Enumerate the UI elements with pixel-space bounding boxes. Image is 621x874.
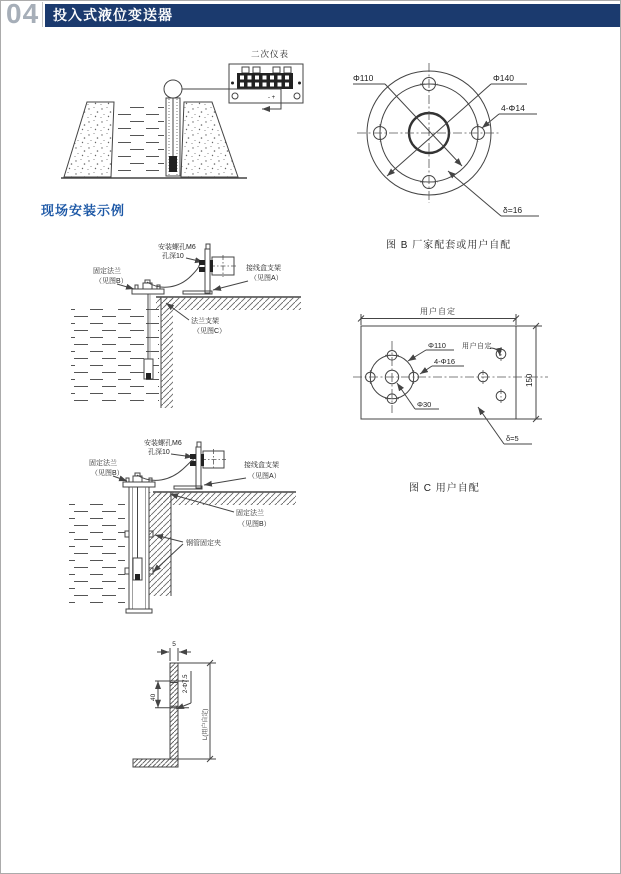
ground-hatch xyxy=(153,492,296,505)
box-bracket-label-2: （见图A） xyxy=(250,275,283,282)
water-surface xyxy=(69,499,125,609)
dim-width-note: 用户自定 xyxy=(420,307,456,316)
thickness-dimension xyxy=(157,641,191,661)
pipe-clamp xyxy=(125,568,129,574)
plate-right-dimension xyxy=(516,323,542,422)
flange-ground-label-2: （见图B） xyxy=(238,521,271,528)
screw-hole-label-2: 孔深10 xyxy=(162,253,184,260)
side-holes-note: 用户自定 xyxy=(462,343,492,350)
screw-hole-label-1: 安装螺孔M6 xyxy=(158,244,196,251)
figure-c-caption: 图 C 用户自配 xyxy=(409,483,480,494)
level-probe xyxy=(169,156,177,172)
plate-top-dimension xyxy=(358,306,519,325)
box-bracket-label-2: （见图A） xyxy=(248,473,281,480)
screw-hole-label-2: 孔深10 xyxy=(148,449,170,456)
dim-holes: 4-Φ14 xyxy=(501,103,525,113)
dim-height: 150 xyxy=(525,373,534,387)
plate-labels xyxy=(397,341,532,444)
plate-outline xyxy=(361,326,516,419)
dim-holes: 2-Φ7.5 xyxy=(183,674,189,693)
figure-install-1 xyxy=(61,236,311,426)
pipe-clamp-label: 钢管固定夹 xyxy=(186,540,221,547)
tank-wall-left xyxy=(64,102,114,177)
flange-top-label-1: 固定法兰 xyxy=(89,460,117,467)
dim-holes: 4-Φ16 xyxy=(434,357,455,366)
dim-length: L(用户自定) xyxy=(203,708,209,740)
section-heading: 现场安装示例 xyxy=(41,203,126,218)
cable-to-box xyxy=(137,460,194,481)
transmitter-head xyxy=(164,80,182,98)
dim-outer: Φ140 xyxy=(493,73,514,83)
water-surface xyxy=(71,306,159,401)
dim-bolt-circle: Φ110 xyxy=(353,73,374,83)
steel-pipe xyxy=(125,487,153,613)
junction-box-assembly xyxy=(174,442,226,489)
bracket-foot xyxy=(133,759,178,767)
dim-thickness: δ=5 xyxy=(506,434,519,443)
figure-c-plate-drawing xyxy=(346,301,578,459)
pipe-end-cap xyxy=(126,609,152,613)
flange-label-2: （见图B） xyxy=(95,278,128,285)
box-bracket-label-1: 接线盒支架 xyxy=(244,462,279,469)
flange-label-1: 固定法兰 xyxy=(93,268,121,275)
figure-overview-installation xyxy=(61,41,321,199)
transmitter-pipe xyxy=(164,80,182,176)
screw-hole-label-1: 安装螺孔M6 xyxy=(144,440,182,447)
wall-hatch xyxy=(149,492,171,596)
terminal-polarity-marks: - + xyxy=(268,95,276,101)
dim-bolt-circle: Φ110 xyxy=(428,341,446,350)
water-surface xyxy=(116,107,164,175)
flange-support-label-2: （见图C） xyxy=(193,328,227,335)
flange-top-label-2: （见图B） xyxy=(91,470,124,477)
header-banner xyxy=(45,4,620,27)
cable-to-box xyxy=(147,265,200,287)
plate-bolt-circle xyxy=(353,341,548,413)
secondary-instrument-label: 二次仪表 xyxy=(250,49,290,59)
flange-ground-label-1: 固定法兰 xyxy=(236,510,264,517)
figure-b-caption: 图 B 厂家配套或用户自配 xyxy=(386,240,512,251)
plate-user-holes xyxy=(478,347,506,403)
figure-b-flange-drawing xyxy=(341,61,571,229)
figure-bracket-detail xyxy=(111,633,241,778)
dim-center-hole: Φ30 xyxy=(417,400,432,409)
page-number: 04 xyxy=(6,0,40,29)
pipe-clamp xyxy=(125,531,129,537)
dim-thickness: 5 xyxy=(172,641,176,648)
ground-hatch xyxy=(156,297,301,310)
tank-wall-right xyxy=(181,102,238,177)
dim-thickness: δ=16 xyxy=(503,205,523,215)
wall-hatch xyxy=(161,297,173,408)
page-title: 投入式液位变送器 xyxy=(53,7,173,23)
dim-hole-spacing: 40 xyxy=(150,693,157,701)
box-bracket-label-1: 接线盒支架 xyxy=(246,265,281,272)
flange-support-label-1: 法兰支架 xyxy=(191,318,219,325)
header-separator xyxy=(42,2,43,27)
bracket-bar xyxy=(170,663,178,759)
secondary-instrument-box xyxy=(229,64,303,103)
figure-install-2 xyxy=(61,431,311,631)
